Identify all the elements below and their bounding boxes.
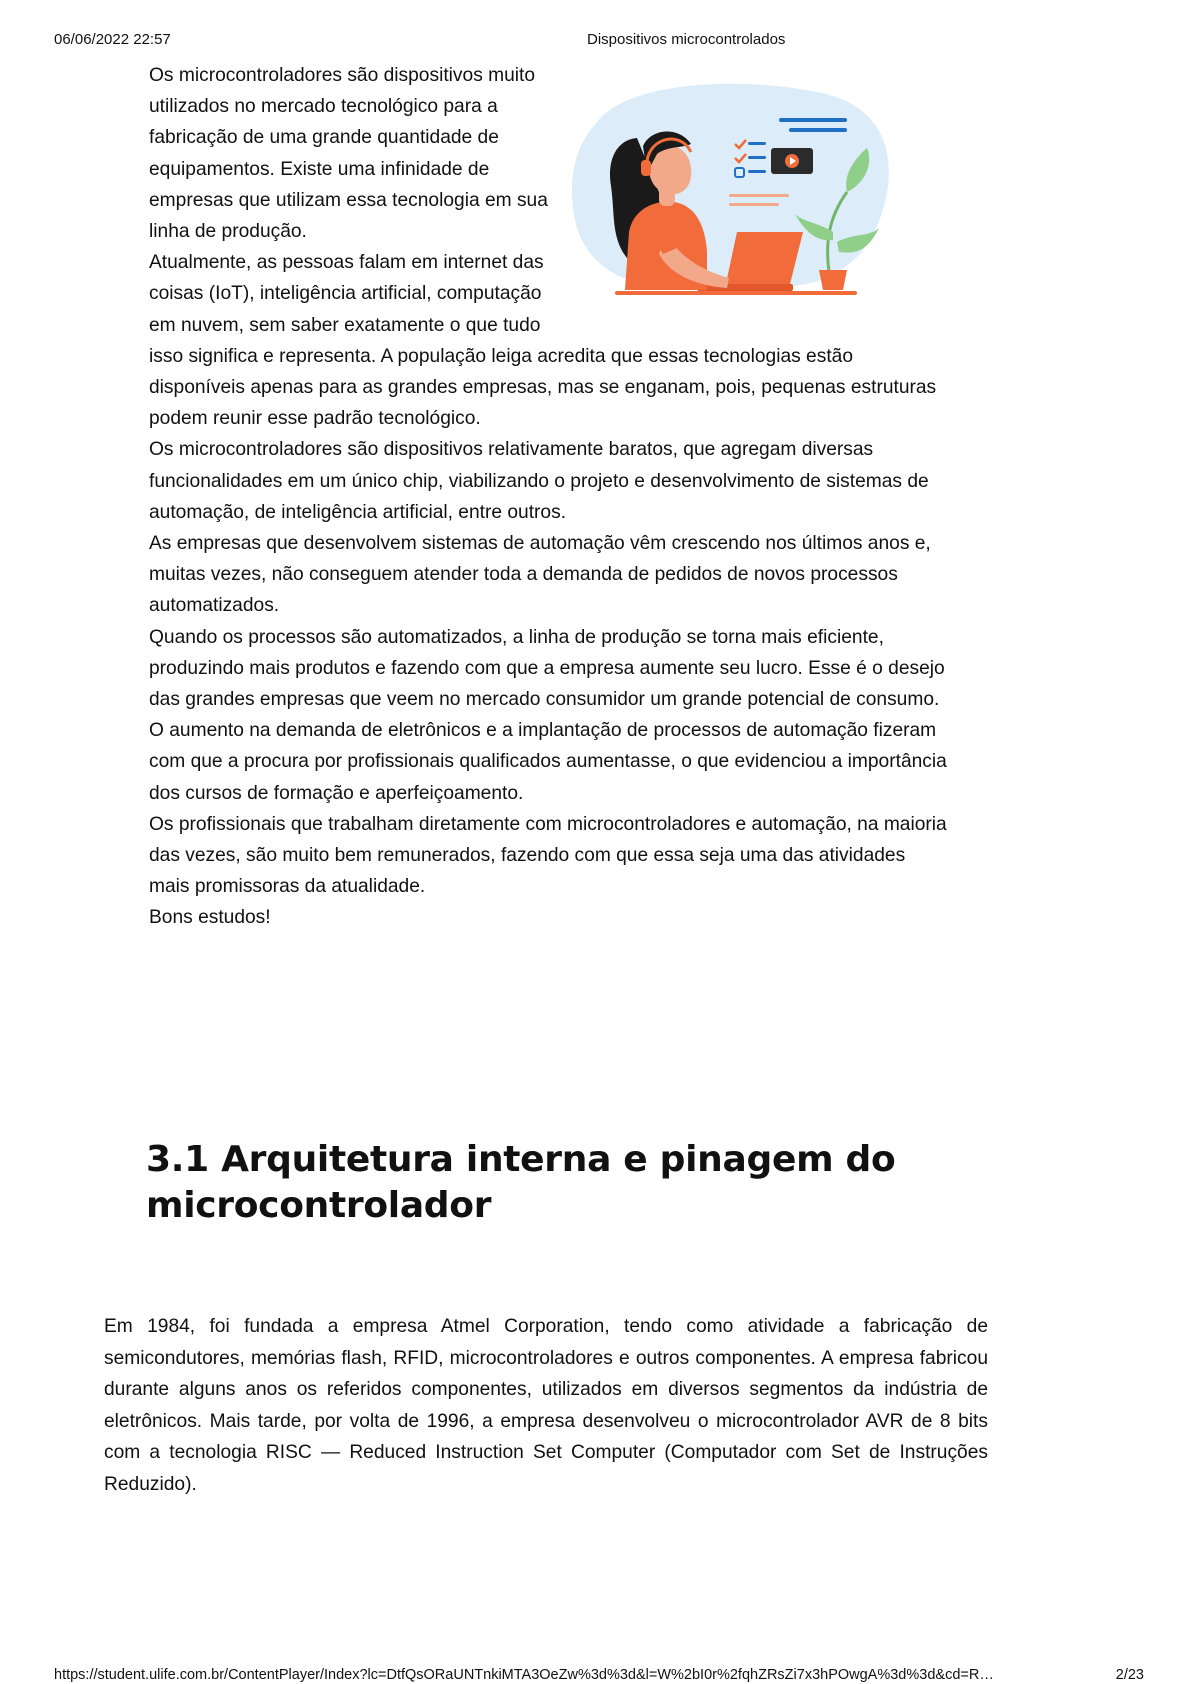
- print-header: [54, 27, 1137, 49]
- section-heading: 3.1 Arquitetura interna e pinagem do microcontrolador: [146, 1139, 896, 1226]
- page-url: https://student.ulife.com.br/ContentPlayer/Index?lc=DtfQsORaUNTnkiMTA3OeZw%3d%3d&l=W%2bI0r%2fqhZRsZi7x3hPOwgA%3d%3d&cd=R…: [54, 1667, 994, 1683]
- intro-paragraph: Os microcontroladores são dispositivos muito utilizados no mercado tecnológico para a fabricação de uma grande quantidade de equipamentos. Existe uma infinidade de empresas que utilizam essa tecnologia em sua linha de produção.: [149, 65, 548, 243]
- intro-section: [149, 60, 949, 934]
- section-paragraph: Em 1984, foi fundada a empresa Atmel Corporation, tendo como atividade a fabricação de semicondutores, memórias flash, RFID, microcontroladores e outros componentes. A empresa fabricou durante alguns anos os referidos componentes, utilizados em diversos segmentos da indústria de eletrônicos. Mais tarde, por volta de 1996, a empresa desenvolveu o microcontrolador AVR de 8 bits com a tecnologia RISC — Reduced Instruction Set Computer (Computador com Set de Instruções Reduzido).: [104, 1316, 988, 1495]
- document-title: Dispositivos microcontrolados: [587, 31, 786, 48]
- intro-paragraph: Atualmente, as pessoas falam em internet das coisas (IoT), inteligência artificial, computação em nuvem, sem saber exatamente o que tudo isso significa e representa. A população leiga acredita que essas tecnologias estão disponíveis apenas para as grandes empresas, mas se enganam, pois, pequenas estruturas podem reunir esse padrão tecnológico.: [149, 252, 937, 430]
- intro-paragraph: Os microcontroladores são dispositivos relativamente baratos, que agregam diversas funcionalidades em um único chip, viabilizando o projeto e desenvolvimento de sistemas de automação, de inteligência artificial, entre outros.: [149, 439, 929, 523]
- intro-paragraph: O aumento na demanda de eletrônicos e a implantação de processos de automação fizeram com que a procura por profissionais qualificados aumentasse, o que evidenciou a importância dos cursos de formação e aperfeiçoamento.: [149, 720, 947, 804]
- intro-paragraph: Os profissionais que trabalham diretamente com microcontroladores e automação, na maioria das vezes, são muito bem remunerados, fazendo com que essa seja uma das atividades mais promissoras da atualidade.: [149, 813, 947, 898]
- page-number: 2/23: [1115, 1667, 1144, 1683]
- print-datetime: 06/06/2022 22:57: [54, 31, 171, 48]
- woman-with-headset-illustration: [567, 82, 897, 320]
- intro-paragraph: Quando os processos são automatizados, a linha de produção se torna mais eficiente, produzindo mais produtos e fazendo com que a empresa aumente seu lucro. Esse é o desejo das grandes empresas que veem no mercado consumidor um grande potencial de consumo.: [149, 626, 945, 711]
- intro-paragraph: As empresas que desenvolvem sistemas de automação vêm crescendo nos últimos anos e, muitas vezes, não conseguem atender toda a demanda de pedidos de novos processos automatizados.: [149, 533, 931, 617]
- closing-line: Bons estudos!: [149, 907, 271, 929]
